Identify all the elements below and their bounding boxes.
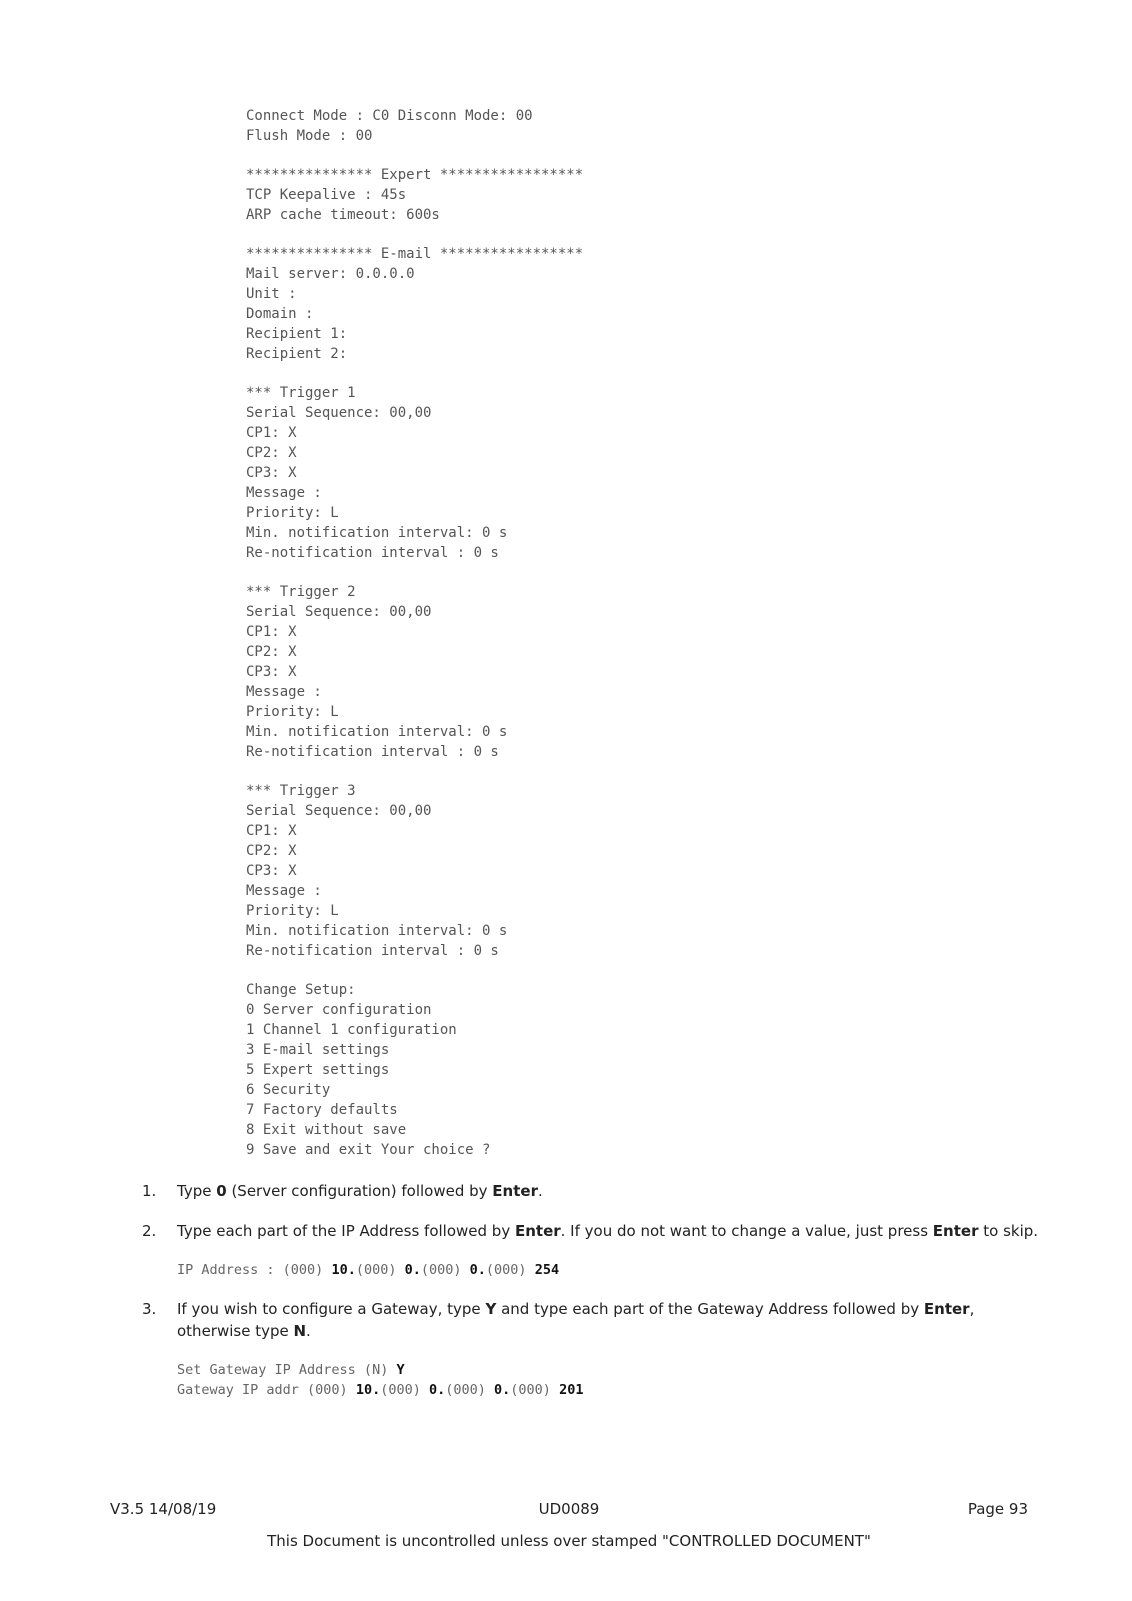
terminal-line: Re-notification interval : 0 s	[246, 545, 499, 561]
terminal-line: Min. notification interval: 0 s	[246, 724, 508, 740]
terminal-line: Priority: L	[246, 704, 339, 720]
terminal-line: 3 E-mail settings	[246, 1042, 390, 1058]
terminal-line: 0 Server configuration	[246, 1002, 432, 1018]
footer-notice: This Document is uncontrolled unless over stamped "CONTROLLED DOCUMENT"	[267, 1532, 871, 1550]
gateway-address-example: Gateway IP addr (000) 10.(000) 0.(000) 0.(000) 201	[177, 1382, 584, 1398]
terminal-line: 5 Expert settings	[246, 1062, 390, 1078]
step-text: Type each part of the IP Address followed by Enter. If you do not want to change a value, just press Enter to skip.	[177, 1222, 1039, 1240]
terminal-line: CP2: X	[246, 445, 297, 461]
step-number: 2.	[142, 1222, 157, 1240]
terminal-line: Flush Mode : 00	[246, 128, 373, 144]
instruction-steps	[142, 1180, 1042, 1400]
footer-notice-row	[110, 1532, 1028, 1554]
terminal-line: CP1: X	[246, 823, 297, 839]
terminal-line: Recipient 1:	[246, 326, 348, 342]
terminal-line: ARP cache timeout: 600s	[246, 207, 440, 223]
terminal-line: Serial Sequence: 00,00	[246, 604, 432, 620]
ip-address-example: IP Address : (000) 10.(000) 0.(000) 0.(000) 254	[177, 1262, 560, 1278]
terminal-line: Serial Sequence: 00,00	[246, 405, 432, 421]
step-item	[142, 1180, 1042, 1202]
footer-page-number: Page 93	[967, 1500, 1028, 1518]
terminal-line: CP3: X	[246, 664, 297, 680]
footer-doc-id: UD0089	[538, 1500, 600, 1518]
terminal-line: 6 Security	[246, 1082, 331, 1098]
terminal-line: Recipient 2:	[246, 346, 348, 362]
terminal-line: Message :	[246, 883, 322, 899]
terminal-line: *************** Expert *****************	[246, 167, 584, 183]
block-spacer	[246, 146, 583, 165]
gateway-example: Set Gateway IP Address (N) Y	[177, 1362, 405, 1378]
block-spacer	[246, 961, 583, 980]
terminal-line: CP1: X	[246, 624, 297, 640]
block-spacer	[246, 563, 583, 582]
terminal-line: CP3: X	[246, 465, 297, 481]
step-item	[142, 1220, 1042, 1280]
terminal-line: *** Trigger 2	[246, 584, 356, 600]
step-number: 3.	[142, 1300, 157, 1318]
terminal-line: Priority: L	[246, 505, 339, 521]
terminal-line: *** Trigger 3	[246, 783, 356, 799]
terminal-line: Min. notification interval: 0 s	[246, 923, 508, 939]
terminal-line: Message :	[246, 684, 322, 700]
terminal-line: 9 Save and exit Your choice ?	[246, 1142, 491, 1158]
terminal-line: Unit :	[246, 286, 297, 302]
terminal-line: 8 Exit without save	[246, 1122, 407, 1138]
terminal-line: Priority: L	[246, 903, 339, 919]
terminal-line: CP1: X	[246, 425, 297, 441]
terminal-line: TCP Keepalive : 45s	[246, 187, 407, 203]
block-spacer	[246, 225, 583, 244]
step-text: If you wish to configure a Gateway, type Y and type each part of the Gateway Address followed by Enter, otherwise type N.	[177, 1300, 975, 1340]
terminal-line: Domain :	[246, 306, 314, 322]
terminal-line: Re-notification interval : 0 s	[246, 943, 499, 959]
terminal-line: CP3: X	[246, 863, 297, 879]
terminal-line: Message :	[246, 485, 322, 501]
step-item	[142, 1298, 1042, 1400]
terminal-line: Serial Sequence: 00,00	[246, 803, 432, 819]
terminal-line: 7 Factory defaults	[246, 1102, 398, 1118]
footer-version: V3.5 14/08/19	[110, 1500, 217, 1518]
terminal-line: Re-notification interval : 0 s	[246, 744, 499, 760]
step-text: Type 0 (Server configuration) followed by Enter.	[177, 1182, 543, 1200]
terminal-line: Connect Mode : C0 Disconn Mode: 00	[246, 108, 533, 124]
terminal-line: 1 Channel 1 configuration	[246, 1022, 457, 1038]
terminal-line: Mail server: 0.0.0.0	[246, 266, 415, 282]
terminal-output	[246, 106, 583, 1160]
terminal-line: *** Trigger 1	[246, 385, 356, 401]
terminal-line: Change Setup:	[246, 982, 356, 998]
page-footer	[110, 1500, 1028, 1522]
block-spacer	[246, 364, 583, 383]
terminal-line: *************** E-mail *****************	[246, 246, 584, 262]
terminal-line: CP2: X	[246, 843, 297, 859]
terminal-line: Min. notification interval: 0 s	[246, 525, 508, 541]
terminal-line: CP2: X	[246, 644, 297, 660]
block-spacer	[246, 762, 583, 781]
step-number: 1.	[142, 1182, 157, 1200]
